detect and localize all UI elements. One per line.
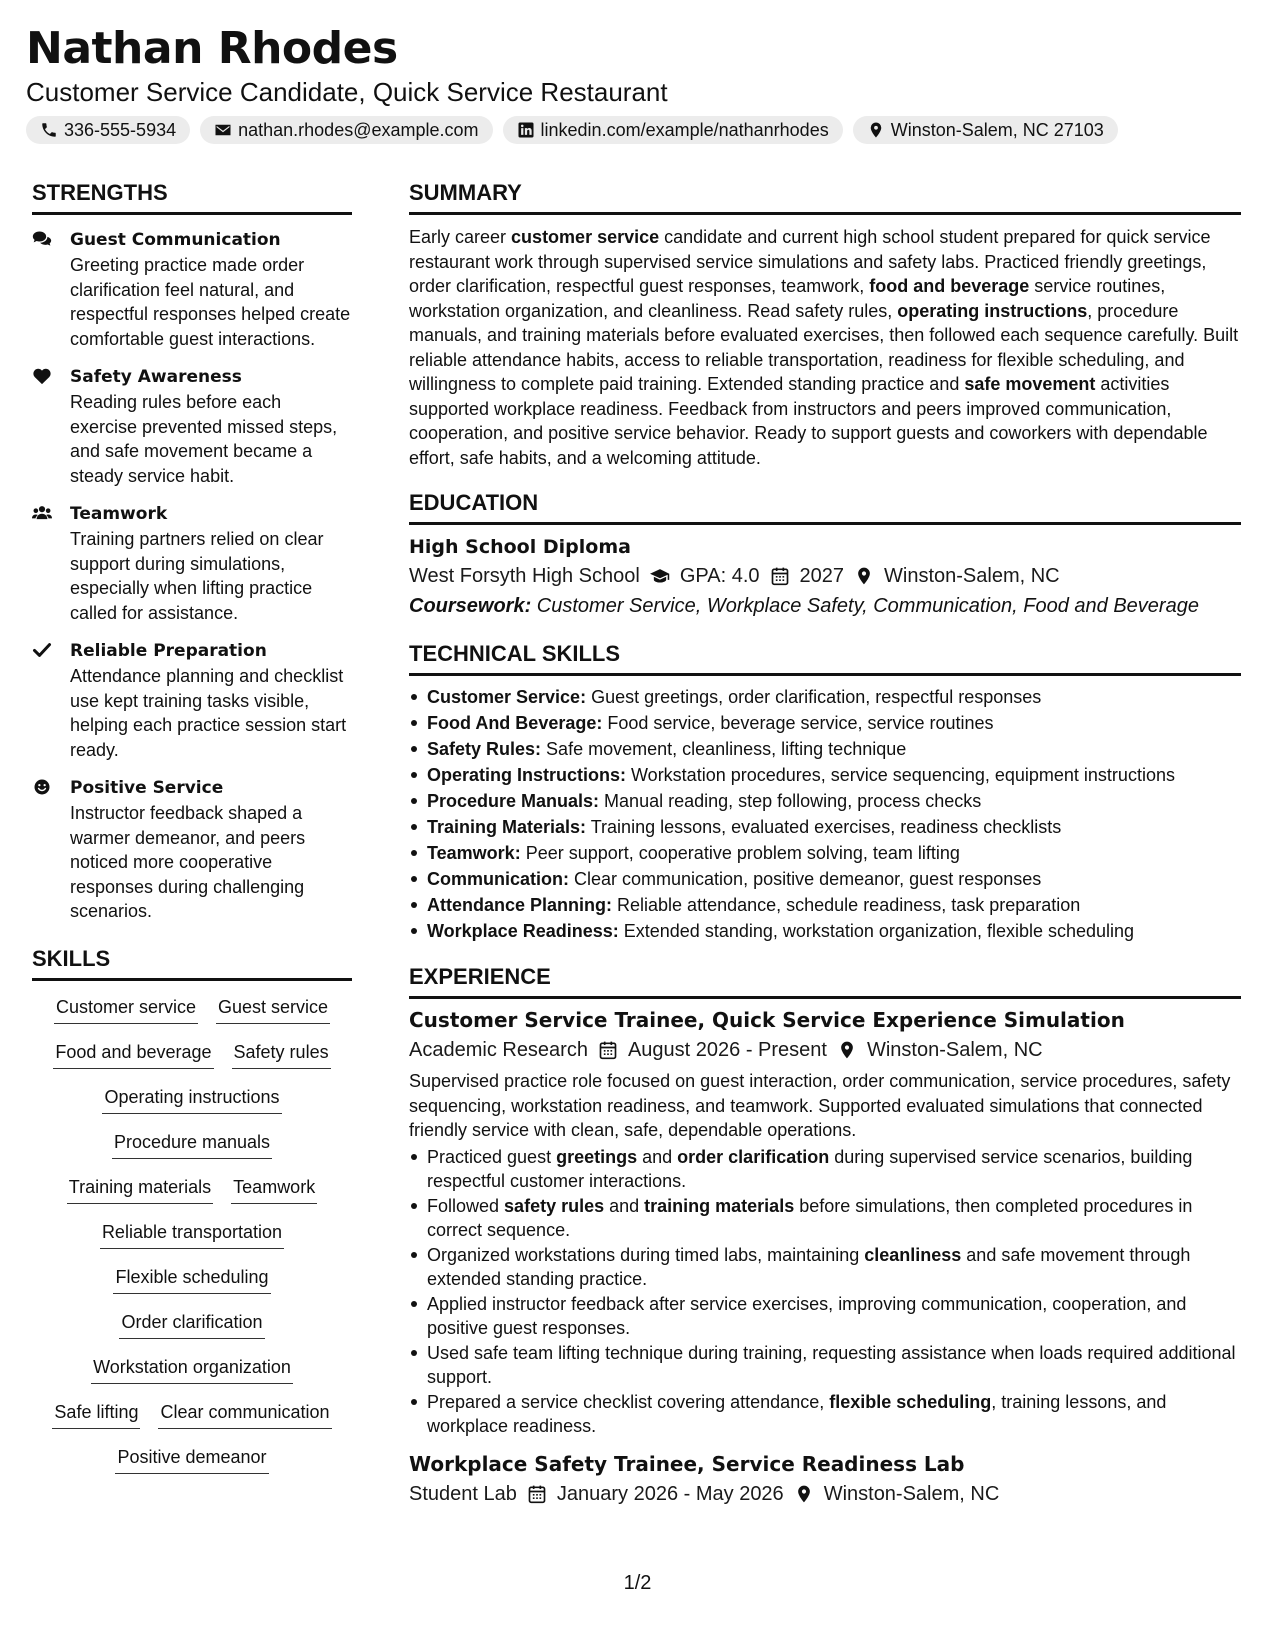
graduation-cap-icon [650,566,670,586]
skill-tag: Customer service [54,995,198,1024]
job-bullets [409,1145,1241,1439]
summary-bold: safe movement [964,374,1096,394]
strength-item [32,364,352,488]
technical-skill-text: Workstation procedures, service sequencing, equipment instructions [626,765,1175,785]
right-column [409,178,1241,1509]
contact-bar [26,116,1246,144]
job-bullet-text: and [637,1146,678,1167]
technical-skill-item [409,788,1241,814]
skill-tag: Guest service [216,995,330,1024]
summary-text [409,225,1241,470]
strength-desc: Training partners relied on clear support during simulations, especially when lifting practice called for assistance. [70,529,324,623]
job-title: Workplace Safety Trainee, Service Readiness Lab [409,1451,965,1476]
smile-icon [32,778,52,796]
calendar-icon [598,1040,618,1060]
job-bullet-bold: flexible scheduling [829,1391,992,1412]
job-bullet-text: Practiced guest [427,1146,557,1167]
strength-title: Positive Service [70,778,224,798]
contact-email-text: nathan.rhodes@example.com [238,119,479,140]
skill-tag: Positive demeanor [115,1445,268,1474]
technical-skill-item [409,736,1241,762]
skill-tag: Operating instructions [102,1085,281,1114]
job-bullet [409,1145,1241,1194]
job-meta [409,1035,1241,1065]
job-title: Customer Service Trainee, Quick Service Experience Simulation [409,1008,1125,1032]
summary-text: candidate and current high school student prepared for quick service restaurant work through supervised service simulations and safety labs. Practiced friendly greetings, order clarification, respectful guest responses, teamwork, [409,227,1211,296]
technical-skill-text: Safe movement, cleanliness, lifting technique [541,739,907,759]
strength-item [32,501,352,625]
skill-row [113,1265,270,1310]
technical-skills-list [409,684,1241,944]
technical-skill-text: Manual reading, step following, process checks [599,791,982,811]
contact-linkedin[interactable] [503,116,843,144]
technical-skill-label: Training Materials: [427,817,587,837]
strengths-heading: STRENGTHS [32,178,352,215]
technical-skills-heading: TECHNICAL SKILLS [409,639,1241,676]
strength-desc: Attendance planning and checklist use kept training tasks visible, helping each practice session start ready. [70,666,347,760]
job-bullet [409,1341,1241,1390]
calendar-icon [770,566,790,586]
job-bullet-text: Used safe team lifting technique during training, requesting assistance when loads required additional support. [427,1342,1236,1387]
skill-tag: Flexible scheduling [113,1265,270,1294]
coursework-list: Customer Service, Workplace Safety, Communication, Food and Beverage [531,595,1199,617]
skill-tag: Teamwork [231,1175,317,1204]
summary-text: service routines, workstation organization, and cleanliness. Read safety rules, [409,276,1166,321]
technical-skill-label: Communication: [427,869,569,889]
technical-skill-text: Extended standing, workstation organization, flexible scheduling [618,921,1135,941]
education-location: Winston-Salem, NC [884,565,1060,587]
experience-item [409,1005,1241,1439]
job-org: Academic Research [409,1039,588,1061]
location-icon [794,1484,814,1504]
resume-header [26,22,1246,144]
technical-skill-item [409,892,1241,918]
summary-text: Early career [409,227,512,247]
technical-skill-text: Peer support, cooperative problem solving, team lifting [520,843,960,863]
experience-item [409,1449,1241,1509]
skill-row [67,1175,317,1220]
job-bullet [409,1243,1241,1292]
skill-tag: Workstation organization [91,1355,293,1384]
strength-desc: Greeting practice made order clarification feel natural, and respectful responses helped create comfortable guest interactions. [70,255,351,349]
location-icon [837,1040,857,1060]
coursework-label: Coursework: [409,595,532,617]
skill-tag: Procedure manuals [112,1130,272,1159]
experience-list [409,1005,1241,1509]
technical-skill-text: Training lessons, evaluated exercises, readiness checklists [586,817,1062,837]
job-bullet-text: during supervised service scenarios, building respectful customer interactions. [427,1146,1193,1191]
skill-row [54,995,330,1040]
skill-row [102,1085,281,1130]
location-icon [867,121,885,139]
job-bullet-text: Organized workstations during timed labs, maintaining [427,1244,865,1265]
technical-skill-label: Attendance Planning: [427,895,613,915]
skill-tag: Food and beverage [53,1040,213,1069]
technical-skill-label: Safety Rules: [427,739,542,759]
users-icon [32,504,52,522]
skill-tag: Clear communication [158,1400,331,1429]
technical-skill-label: Workplace Readiness: [427,921,619,941]
comments-icon [32,230,52,248]
technical-skill-item [409,840,1241,866]
contact-linkedin-text: linkedin.com/example/nathanrhodes [540,119,829,140]
strength-title: Reliable Preparation [70,641,267,661]
strength-item [32,227,352,351]
skill-row [115,1445,268,1490]
job-bullet-text: and safe movement through extended standing practice. [427,1244,1191,1289]
skills-heading: SKILLS [32,944,352,981]
education-coursework [409,591,1241,621]
contact-location [853,116,1118,144]
strength-title: Safety Awareness [70,367,242,387]
technical-skill-text: Reliable attendance, schedule readiness, task preparation [612,895,1081,915]
job-bullet-bold: greetings [556,1146,638,1167]
education-year: 2027 [799,565,845,587]
summary-text: activities supported workplace readiness. Feedback from instructors and peers improved communication, cooperation, and positive service behavior. Ready to support guests and coworkers with dependable effort, safe habits, and a welcoming attitude. [409,374,1208,468]
technical-skill-item [409,762,1241,788]
skill-row [53,1040,330,1085]
calendar-icon [527,1484,547,1504]
skill-tag: Safety rules [232,1040,331,1069]
strength-item [32,638,352,762]
phone-icon [40,121,58,139]
job-location: Winston-Salem, NC [866,1039,1043,1061]
job-bullet-bold: cleanliness [864,1244,962,1265]
strength-title: Guest Communication [70,230,281,250]
job-bullet [409,1292,1241,1341]
skill-tag: Order clarification [119,1310,264,1339]
check-icon [32,641,52,659]
job-bullet [409,1194,1241,1243]
job-bullet-text: Applied instructor feedback after service exercises, improving communication, cooperation, and positive guest responses. [427,1293,1187,1338]
job-location: Winston-Salem, NC [823,1482,1000,1505]
summary-bold: food and beverage [869,276,1030,296]
technical-skills-section [409,639,1241,944]
job-bullet-text: Prepared a service checklist covering attendance, [427,1391,830,1412]
email-icon [214,121,232,139]
job-org: Student Lab [409,1482,517,1505]
education-section [409,488,1241,621]
education-meta [409,561,1241,591]
candidate-name: Nathan Rhodes [26,23,398,74]
job-meta [409,1479,1241,1509]
skill-tag: Reliable transportation [100,1220,284,1249]
summary-bold: operating instructions [897,300,1088,321]
job-bullet-bold: training materials [644,1195,795,1216]
skill-row [119,1310,264,1355]
technical-skill-item [409,814,1241,840]
strength-desc: Reading rules before each exercise prevented missed steps, and safe movement became a steady service habit. [70,392,338,486]
technical-skill-label: Procedure Manuals: [427,791,600,811]
technical-skill-text: Clear communication, positive demeanor, guest responses [569,869,1042,889]
job-dates: August 2026 - Present [627,1039,827,1061]
experience-heading: EXPERIENCE [409,962,1241,999]
job-bullet-text: before simulations, then completed procedures in correct sequence. [427,1195,1193,1240]
page-number: 1/2 [623,1572,652,1594]
technical-skill-label: Customer Service: [427,687,587,707]
strength-desc: Instructor feedback shaped a warmer demeanor, and peers noticed more cooperative responses during challenging scenarios. [70,803,306,921]
technical-skill-item [409,710,1241,736]
technical-skill-item [409,866,1241,892]
contact-email[interactable] [200,116,492,144]
technical-skill-label: Teamwork: [427,843,521,863]
skill-row [100,1220,284,1265]
skill-tag: Training materials [67,1175,213,1204]
strengths-list [32,227,352,924]
summary-heading: SUMMARY [409,178,1241,215]
skills-list [32,995,352,1490]
experience-section [409,962,1241,1509]
technical-skill-label: Food And Beverage: [427,713,603,733]
education-heading: EDUCATION [409,488,1241,525]
education-degree: High School Diploma [409,536,631,558]
job-bullet [409,1390,1241,1439]
education-gpa: GPA: 4.0 [679,565,760,587]
left-column [32,178,352,1490]
job-bullet-text: and [604,1195,645,1216]
skill-row [112,1130,272,1175]
skill-row [91,1355,293,1400]
candidate-subtitle: Customer Service Candidate, Quick Service Restaurant [26,77,668,107]
education-school: West Forsyth High School [409,565,640,587]
job-bullet-bold: safety rules [504,1195,605,1216]
heart-icon [32,367,52,385]
technical-skill-text: Guest greetings, order clarification, respectful responses [586,687,1042,707]
job-bullet-text: , training lessons, and workplace readiness. [427,1391,1167,1436]
job-bullet-bold: order clarification [677,1146,830,1167]
job-description: Supervised practice role focused on guest interaction, order communication, service procedures, safety sequencing, workstation readiness, and teamwork. Supported evaluated simulations that connected friendly service with clean, safe, dependable operations. [409,1071,1231,1140]
job-dates: January 2026 - May 2026 [556,1482,784,1505]
technical-skill-item [409,684,1241,710]
contact-phone-text: 336-555-5934 [64,119,177,140]
linkedin-icon [517,121,535,139]
contact-phone[interactable] [26,116,190,144]
skill-row [52,1400,331,1445]
skill-tag: Safe lifting [52,1400,140,1429]
summary-bold: customer service [511,227,660,247]
location-icon [854,566,874,586]
technical-skill-label: Operating Instructions: [427,765,627,785]
strength-item [32,775,352,924]
summary-text: , procedure manuals, and training materials before evaluated exercises, then followed each sequence carefully. Built reliable attendance habits, access to reliable transportation, readiness for flexible scheduling, and willingness to complete paid training. Extended standing practice and [409,300,1239,394]
technical-skill-text: Food service, beverage service, service routines [602,713,994,733]
contact-location-text: Winston-Salem, NC 27103 [890,119,1104,140]
technical-skill-item [409,918,1241,944]
job-bullet-text: Followed [427,1195,505,1216]
strength-title: Teamwork [70,504,168,524]
